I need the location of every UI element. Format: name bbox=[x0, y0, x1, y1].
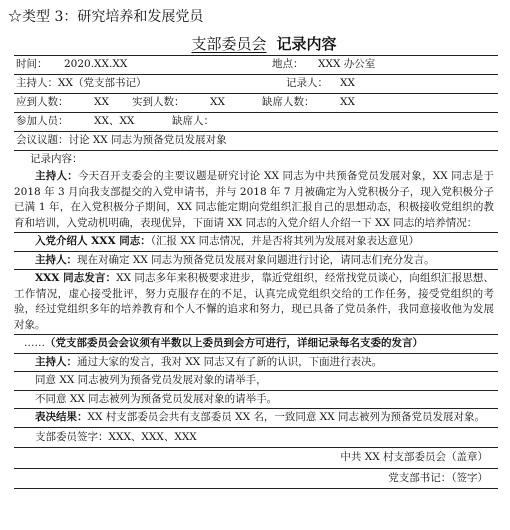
note-text: （党支部委员会会议须有半数以上委员到会方可进行，详细记录每名支委的发言） bbox=[45, 337, 423, 349]
host-label: 主持人： bbox=[35, 170, 78, 182]
actual-value: XX bbox=[210, 96, 225, 108]
committee-signature-line bbox=[14, 428, 498, 449]
introducer-text: （汇报 XX 同志情况，并是否将其列为发展对象表达意见） bbox=[150, 235, 420, 247]
attendees-label: 参加人员： bbox=[16, 115, 69, 127]
speaker-label: XXX 同志发言： bbox=[35, 272, 117, 284]
host-label: 主持人： bbox=[35, 355, 77, 368]
topic-row bbox=[14, 132, 498, 151]
title-committee: 支部委员会 bbox=[191, 35, 267, 53]
record-content bbox=[14, 151, 498, 489]
introducer-label: 入党介绍人 XXX 同志： bbox=[35, 235, 151, 247]
title-record: 记录内容 bbox=[276, 35, 337, 53]
vote-yes-text: 同意 XX 同志被列为预备党员发展对象的请举手， bbox=[35, 374, 267, 386]
host-field: 主持人：XX（党支部书记） bbox=[16, 77, 147, 89]
member-speech-paragraph bbox=[14, 270, 498, 335]
recorder-label: 记录人： bbox=[286, 77, 328, 89]
note-paragraph bbox=[14, 335, 498, 354]
headcount-row bbox=[14, 94, 498, 113]
committee-signatures: 支部委员签字：XXX、XXX、XXX bbox=[35, 430, 197, 443]
organization-seal-line bbox=[14, 448, 498, 469]
ellipsis: …… bbox=[24, 337, 45, 349]
vote-result-paragraph bbox=[14, 409, 498, 428]
vote-no-line bbox=[14, 391, 498, 410]
host-discussion-text: 现在对确定 XX 同志为预备党员发展对象问题进行讨论，请同志们充分发言。 bbox=[77, 253, 435, 266]
host-label: 主持人： bbox=[35, 253, 77, 266]
host-vote-text: 通过大家的发言，我对 XX 同志又有了新的认识，下面进行表决。 bbox=[77, 355, 383, 368]
place-label: 地点： bbox=[272, 58, 304, 70]
vote-result-text: XX 村支部委员会共有支部委员 XX 名，一致同意 XX 同志被列为预备党员发展对象。 bbox=[87, 411, 486, 423]
meeting-topic: 会议议题：讨论 XX 同志为预备党员发展对象 bbox=[16, 134, 227, 146]
absentees-label: 缺席人： bbox=[172, 115, 214, 127]
place-value: XXX 办公室 bbox=[318, 58, 376, 70]
host-opening-paragraph bbox=[14, 168, 498, 233]
introducer-paragraph bbox=[14, 233, 498, 252]
time-label: 时间： bbox=[16, 58, 48, 70]
expected-value: XX bbox=[94, 96, 109, 108]
document-title bbox=[0, 34, 510, 54]
time-value: 2020.XX.XX bbox=[64, 58, 128, 70]
host-opening-text: 今天召开支委会的主要议题是研究讨论 XX 同志为中共预备党员发展对象，XX 同志是于 2018 年 3 月向我支部提交的入党申请书，并与 2018 年 7 月被确定为入党积极分子，现入党积极分子已满 1 年，在入党积极分子期间，XX 同志能定期向党组织汇报自己的思想动态，积极接收党组织的教育和培训，入党动机明确，表现优异，下面请 XX 同志的入党介绍人介绍一下 XX 同志的培养情况： bbox=[14, 170, 494, 229]
secretary-signature: 党支部书记：（签字） bbox=[388, 471, 488, 484]
actual-label: 实到人数： bbox=[132, 96, 185, 108]
attendees-value: XX、XX bbox=[94, 115, 135, 127]
vote-no-text: 不同意 XX 同志被列为预备党员发展对象的请举手。 bbox=[35, 392, 278, 405]
absent-label: 缺席人数： bbox=[262, 96, 315, 108]
record-heading: 记录内容： bbox=[30, 153, 83, 165]
attendees-row bbox=[14, 113, 498, 132]
member-speech-text: XX 同志多年来积极要求进步，靠近党组织，经常找党员谈心，向组织汇报思想、工作情况，虚心接受批评，努力克服存在的不足，认真完成党组织交给的工作任务，接受党组织的考验，经过党组织多年的培养教育和个人不懈的追求和努力，现已具备了党员条件，我同意接收他为发展对象。 bbox=[14, 272, 494, 331]
time-place-row bbox=[14, 55, 498, 75]
vote-yes-line bbox=[14, 372, 498, 391]
host-vote-line bbox=[14, 354, 498, 373]
absent-value: XX bbox=[340, 96, 355, 108]
page-heading: ☆类型 3：研究培养和发展党员 bbox=[8, 9, 204, 25]
organization-seal: 中共 XX 村支部委员会（盖章） bbox=[340, 451, 488, 463]
record-form bbox=[14, 55, 498, 489]
recorder-value: XX bbox=[340, 77, 355, 89]
host-discussion-paragraph bbox=[14, 252, 498, 271]
expected-label: 应到人数： bbox=[16, 96, 69, 108]
host-recorder-row bbox=[14, 75, 498, 94]
secretary-signature-line bbox=[14, 469, 498, 487]
vote-result-label: 表决结果： bbox=[35, 411, 88, 423]
